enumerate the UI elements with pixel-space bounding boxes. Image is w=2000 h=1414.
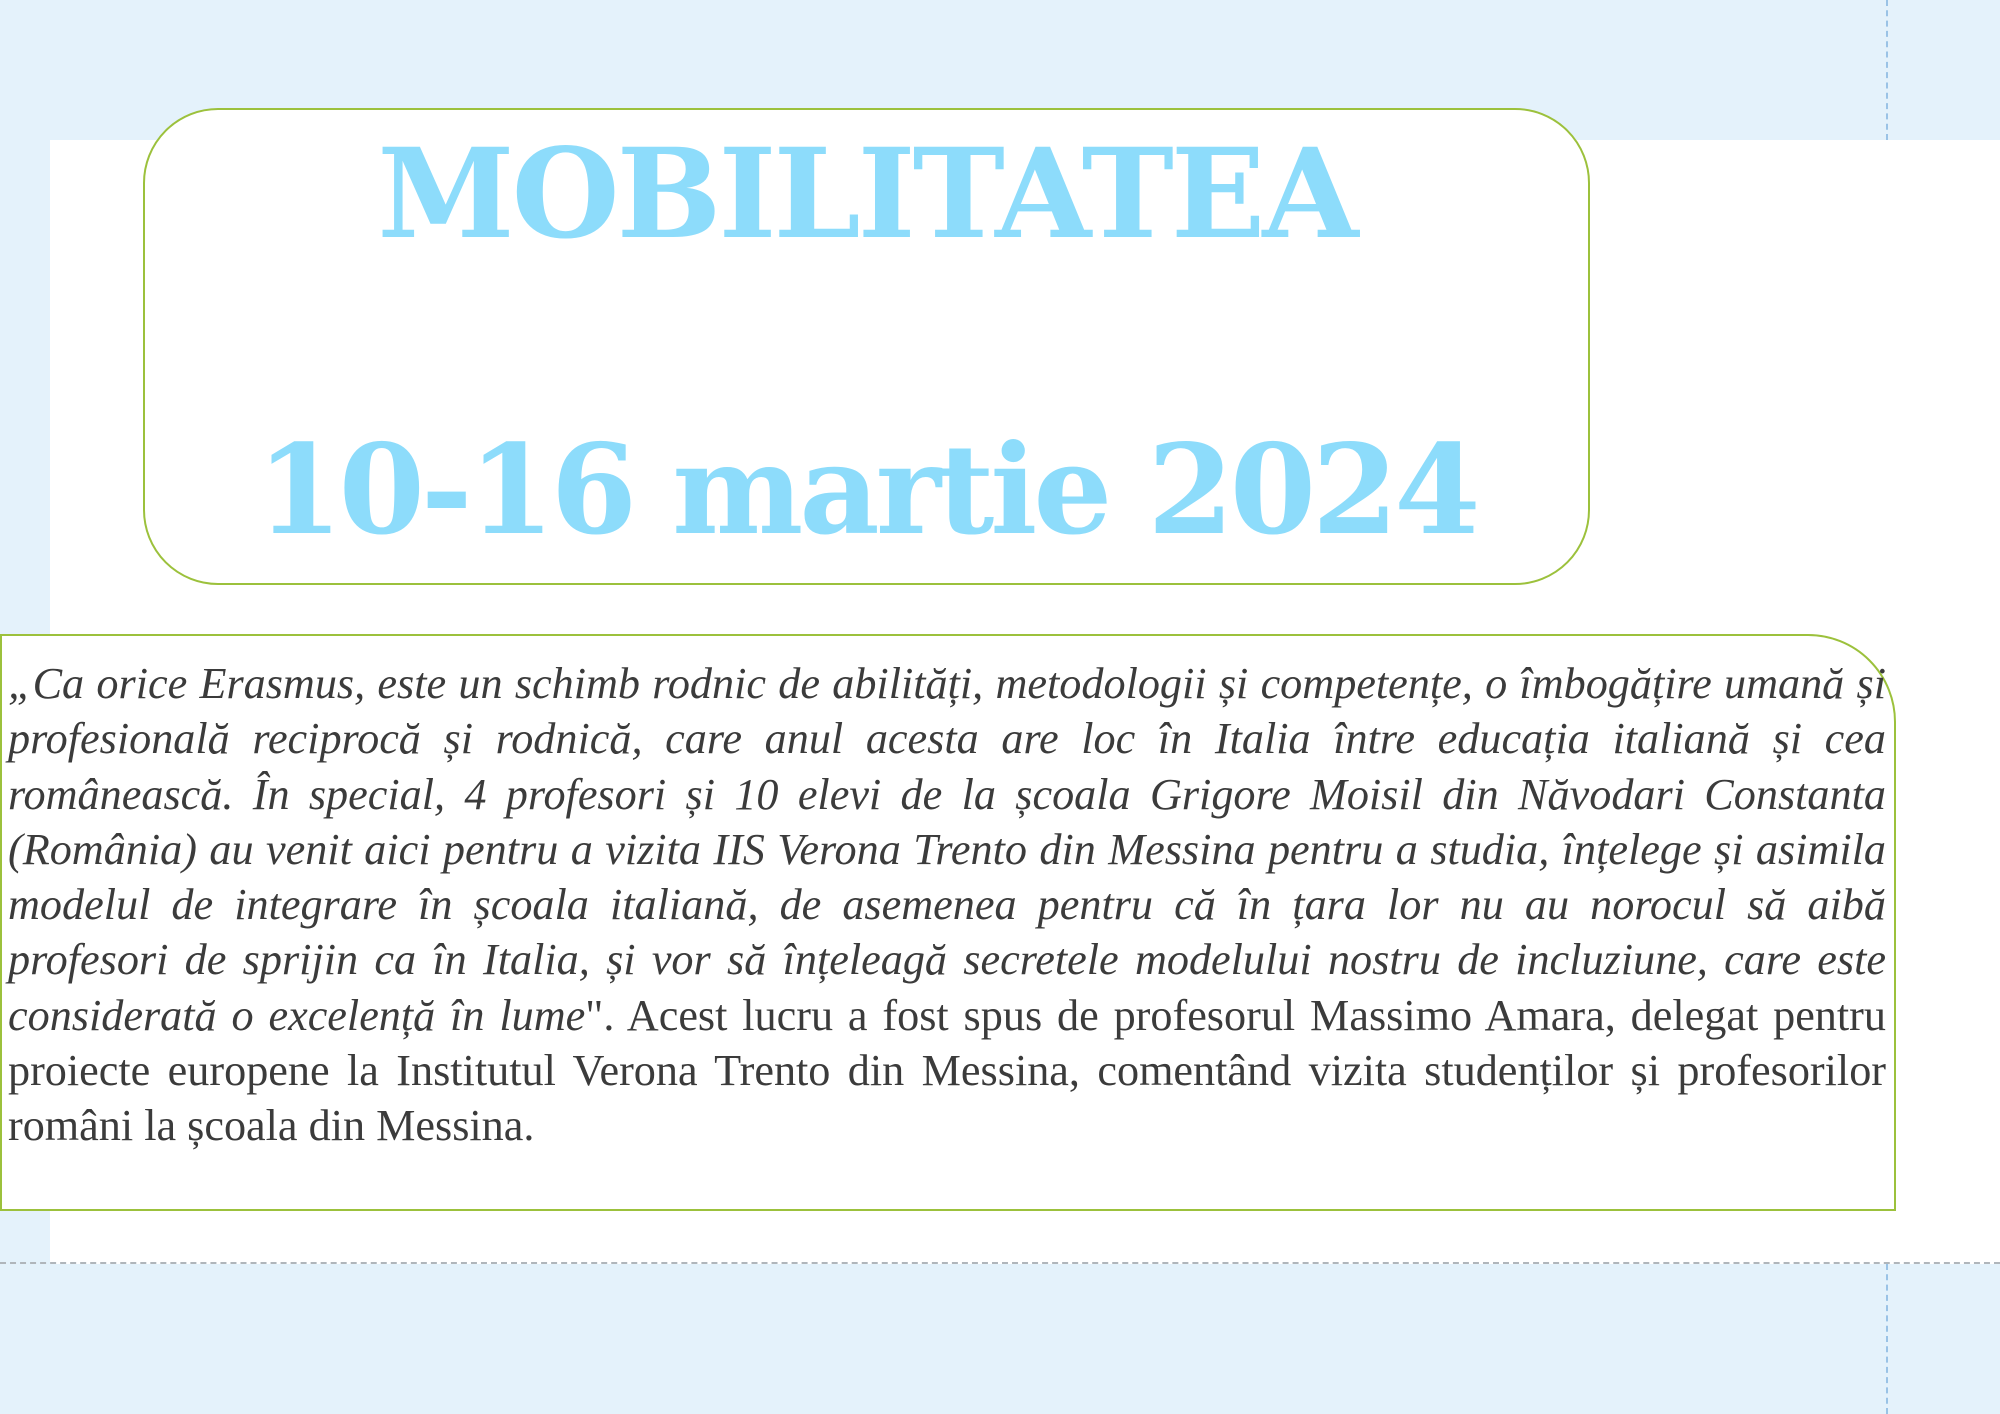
guide-line-bottom	[0, 1262, 2000, 1264]
event-dates: 10-16 martie 2024	[256, 418, 1477, 563]
article-quote: „Ca orice Erasmus, este un schimb rodnic de abilități, metodologii și competențe, o îmbogățire umană și profesională reciprocă și rodnică, care anul acesta are loc în Italia între educația italiană și cea românească. În special, 4 profesori și 10 elevi de la școala Grigore Moisil din Năvodari Constanta (România) au venit aici pentru a vizita IIS Verona Trento din Messina pentru a studia, înțelege și asimila modelul de integrare în școala italiană, de asemenea pentru că în țara lor nu au norocul să aibă profesori de sprijin ca în Italia, și vor să înțeleagă secretele modelului nostru de incluziune, care este considerată o excelență în lume	[8, 659, 1886, 1040]
guide-line-bottom-right	[1886, 1264, 1888, 1414]
guide-line-top-right	[1886, 0, 1888, 140]
article-box	[0, 634, 1896, 1211]
article-paragraph	[8, 656, 1886, 1154]
page-title: MOBILITATEA	[377, 122, 1356, 267]
article-continuation: ". Acest lucru a fost spus de profesorul Massimo Amara, delegat pentru proiecte europene la Institutul Verona Trento din Messina, comentând vizita studenților și profesorilor români la școala din Messina.	[8, 990, 1886, 1151]
title-box	[143, 108, 1590, 585]
